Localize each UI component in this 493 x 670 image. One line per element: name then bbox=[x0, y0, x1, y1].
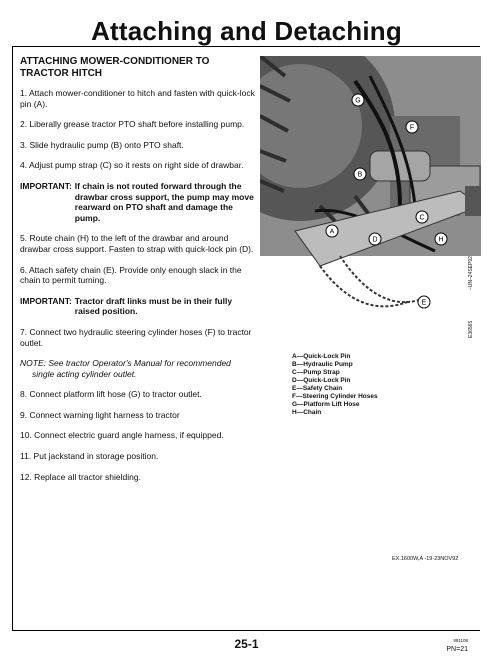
important-label: IMPORTANT: bbox=[20, 295, 72, 306]
important-text: If chain is not routed forward through the drawbar cross support, the pump may move rearward on PTO shaft and damage the pump. bbox=[74, 180, 254, 223]
step-11: 11. Put jackstand in storage position. bbox=[20, 451, 159, 462]
important-label: IMPORTANT: bbox=[20, 180, 72, 191]
callout-a: A bbox=[329, 228, 335, 236]
side-code-1: –UN–24SEP92 bbox=[468, 256, 474, 290]
step-8: 8. Connect platform lift hose (G) to tractor outlet. bbox=[20, 389, 202, 400]
figure-legend bbox=[292, 353, 378, 417]
legend-item: E—Safety Chain bbox=[292, 385, 343, 392]
left-rule bbox=[12, 46, 13, 630]
step-5: 5. Route chain (H) to the left of the drawbar and around drawbar cross support. Fasten to strap with quick-lock pin (D). bbox=[20, 233, 254, 254]
step-4: 4. Adjust pump strap (C) so it rests on right side of drawbar. bbox=[20, 160, 244, 171]
tractor-hitch-photo bbox=[260, 56, 481, 348]
legend-item: A—Quick-Lock Pin bbox=[292, 353, 351, 360]
step-3: 3. Slide hydraulic pump (B) onto PTO shaft. bbox=[20, 139, 184, 150]
callout-h: H bbox=[438, 236, 444, 244]
note-line-2: single acting cylinder outlet. bbox=[32, 368, 137, 379]
section-title: ATTACHING MOWER-CONDITIONER TO TRACTOR HITCH bbox=[20, 56, 210, 79]
callout-g: G bbox=[355, 97, 361, 105]
page-number: 25-1 bbox=[234, 637, 259, 651]
side-code-2: E36565 bbox=[468, 320, 474, 338]
legend-item: G—Platform Lift Hose bbox=[292, 401, 360, 408]
step-2: 2. Liberally grease tractor PTO shaft before installing pump. bbox=[20, 119, 245, 130]
document-reference: EX.1600W,A -19-23NOV92 bbox=[392, 556, 459, 562]
callout-d: D bbox=[372, 236, 378, 244]
page-title: Attaching and Detaching bbox=[91, 16, 402, 46]
callout-e: E bbox=[421, 299, 427, 307]
step-7: 7. Connect two hydraulic steering cylinder hoses (F) to tractor outlet. bbox=[20, 326, 252, 348]
step-6: 6. Attach safety chain (E). Provide only enough slack in the chain to permit turning. bbox=[20, 264, 242, 286]
operator-note bbox=[20, 358, 255, 379]
top-rule bbox=[12, 46, 480, 47]
important-text: Tractor draft links must be in their fully raised position. bbox=[74, 295, 233, 317]
legend-item: H—Chain bbox=[292, 409, 322, 416]
step-9: 9. Connect warning light harness to tractor bbox=[20, 409, 180, 420]
print-code: 891108 bbox=[453, 638, 468, 643]
legend-item: B—Hydraulic Pump bbox=[292, 361, 353, 368]
legend-item: D—Quick-Lock Pin bbox=[292, 377, 351, 384]
callout-f: F bbox=[409, 124, 415, 132]
legend-item: C—Pump Strap bbox=[292, 369, 340, 376]
step-12: 12. Replace all tractor shielding. bbox=[20, 471, 141, 482]
image-codes bbox=[468, 230, 480, 340]
pn-label: PN=21 bbox=[446, 646, 468, 653]
instructions bbox=[20, 56, 255, 492]
callout-c: C bbox=[419, 214, 425, 222]
legend-item: F—Steering Cylinder Hoses bbox=[292, 393, 378, 400]
important-note-1 bbox=[20, 181, 255, 223]
step-1: 1. Attach mower-conditioner to hitch and fasten with quick-lock pin (A). bbox=[20, 88, 255, 109]
step-10: 10. Connect electric guard angle harness, if equipped. bbox=[20, 430, 224, 441]
bottom-rule bbox=[12, 630, 480, 631]
note-line-1: NOTE: See tractor Operator's Manual for recommended bbox=[20, 358, 231, 369]
callout-b: B bbox=[357, 171, 363, 179]
important-note-2 bbox=[20, 296, 255, 317]
